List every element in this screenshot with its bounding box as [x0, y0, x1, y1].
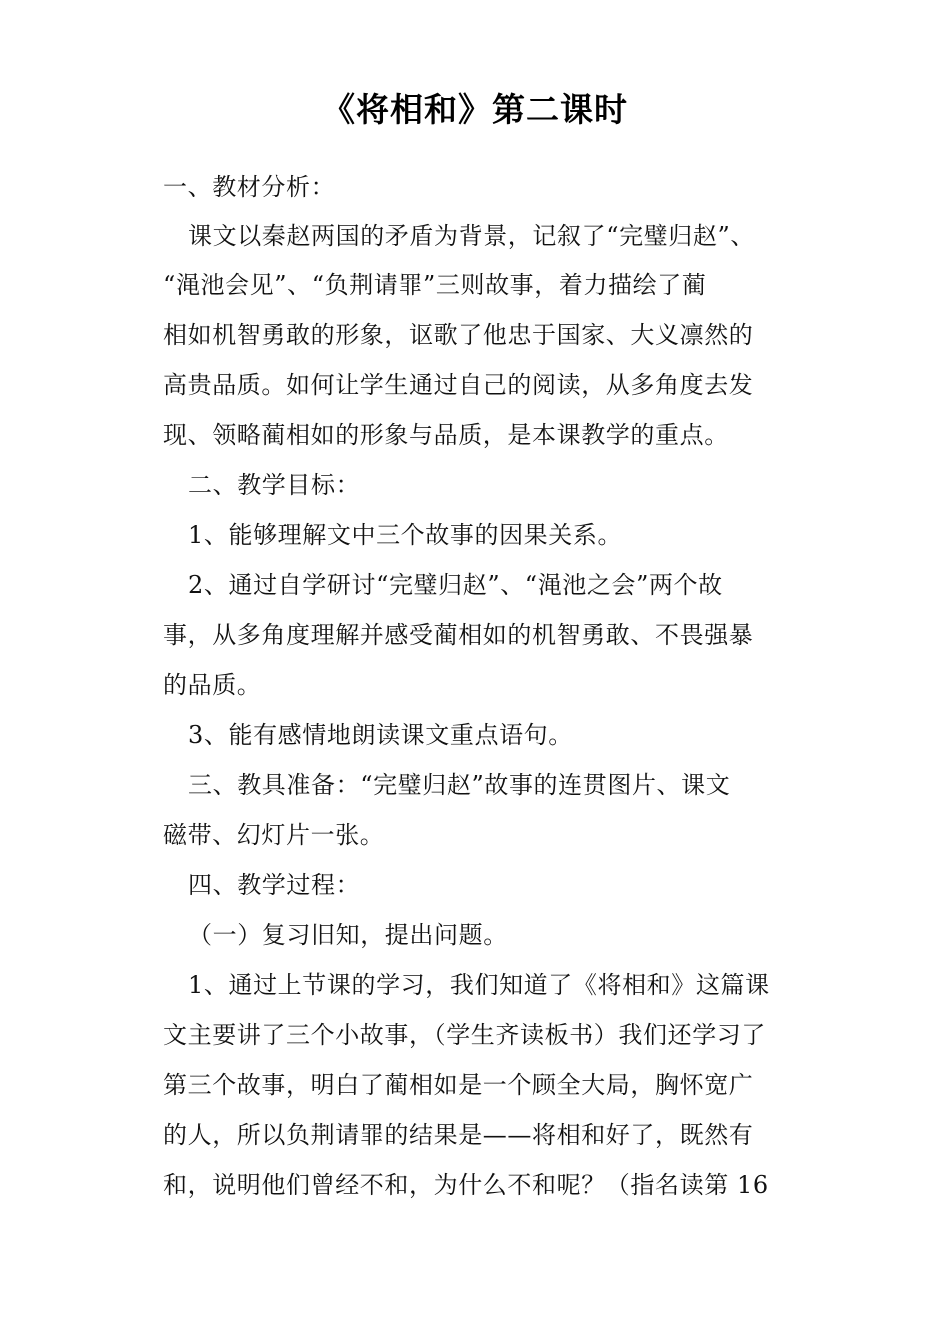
goal-item: 3、能有感情地朗读课文重点语句。 [188, 721, 573, 749]
paragraph-line: 的人，所以负荆请罪的结果是——将相和好了，既然有 [163, 1121, 754, 1149]
paragraph-line: 高贵品质。如何让学生通过自己的阅读，从多角度去发 [163, 371, 754, 399]
paragraph-line: 的品质。 [163, 671, 262, 699]
section-heading-materials: 三、教具准备：“完璧归赵”故事的连贯图片、课文 [188, 771, 731, 799]
goal-item: 1、能够理解文中三个故事的因果关系。 [188, 521, 623, 549]
page-title: 《将相和》第二课时 [322, 90, 628, 129]
paragraph-line: 事，从多角度理解并感受蔺相如的机智勇敢、不畏强暴 [163, 621, 754, 649]
paragraph-line: 磁带、幻灯片一张。 [163, 821, 385, 849]
paragraph-line: 1、通过上节课的学习，我们知道了《将相和》这篇课 [188, 971, 770, 999]
goal-item: 2、通过自学研讨“完璧归赵”、“渑池之会”两个故 [188, 571, 723, 599]
paragraph-line: 相如机智勇敢的形象，讴歌了他忠于国家、大义凛然的 [163, 321, 754, 349]
paragraph-line: 第三个故事，明白了蔺相如是一个顾全大局，胸怀宽广 [163, 1071, 754, 1099]
section-heading-analysis: 一、教材分析： [163, 173, 336, 201]
section-heading-process: 四、教学过程： [188, 871, 361, 899]
section-heading-goals: 二、教学目标： [188, 471, 361, 499]
paragraph-line: 文主要讲了三个小故事，（学生齐读板书）我们还学习了 [163, 1021, 766, 1049]
paragraph-line: 现、领略蔺相如的形象与品质，是本课教学的重点。 [163, 421, 729, 449]
paragraph-line: 课文以秦赵两国的矛盾为背景，记叙了“完璧归赵”、 [188, 222, 755, 250]
subsection-heading: （一）复习旧知，提出问题。 [188, 921, 508, 949]
paragraph-line: “渑池会见”、“负荆请罪”三则故事，着力描绘了蔺 [163, 271, 707, 299]
paragraph-line: 和，说明他们曾经不和，为什么不和呢？（指名读第 16 [163, 1171, 769, 1199]
